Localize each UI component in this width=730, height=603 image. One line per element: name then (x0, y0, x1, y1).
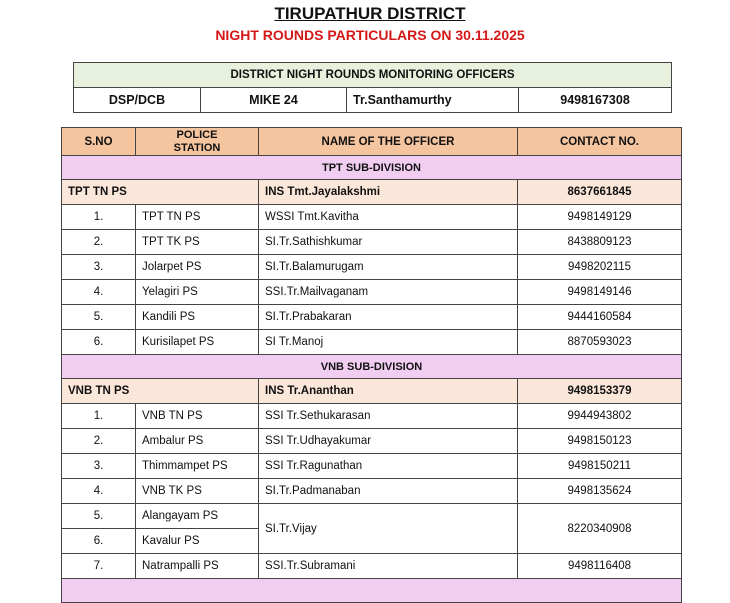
row-contact: 8220340908 (518, 504, 682, 554)
vnb-subdivision-title: VNB SUB-DIVISION (62, 355, 682, 379)
row-contact: 9498202115 (518, 255, 682, 280)
monitoring-designation: DSP/DCB (74, 88, 201, 113)
row-officer: SI.Tr.Balamurugam (259, 255, 518, 280)
row-sno: 3. (62, 255, 136, 280)
table-row (62, 504, 682, 529)
vnb-inspector-contact: 9498153379 (518, 379, 682, 404)
row-station: VNB TK PS (136, 479, 259, 504)
row-officer: SI.Tr.Sathishkumar (259, 230, 518, 255)
table-row (62, 479, 682, 504)
row-officer: SSI Tr.Ragunathan (259, 454, 518, 479)
row-station: Kurisilapet PS (136, 330, 259, 355)
tpt-ps-name: TPT TN PS (62, 180, 259, 205)
table-row (62, 429, 682, 454)
table-row (62, 205, 682, 230)
monitoring-heading: DISTRICT NIGHT ROUNDS MONITORING OFFICERS (74, 63, 672, 88)
tpt-inspector-contact: 8637661845 (518, 180, 682, 205)
row-contact: 9498149146 (518, 280, 682, 305)
header-contact: CONTACT NO. (518, 128, 682, 156)
row-sno: 4. (62, 479, 136, 504)
row-sno: 3. (62, 454, 136, 479)
row-contact: 9944943802 (518, 404, 682, 429)
row-station: TPT TK PS (136, 230, 259, 255)
row-station: Yelagiri PS (136, 280, 259, 305)
row-station: Ambalur PS (136, 429, 259, 454)
row-station: Thimmampet PS (136, 454, 259, 479)
row-station: Natrampalli PS (136, 554, 259, 579)
row-officer: SSI Tr.Udhayakumar (259, 429, 518, 454)
row-sno: 2. (62, 230, 136, 255)
row-sno: 1. (62, 205, 136, 230)
row-station: VNB TN PS (136, 404, 259, 429)
row-contact: 9444160584 (518, 305, 682, 330)
row-sno: 5. (62, 305, 136, 330)
row-contact: 8438809123 (518, 230, 682, 255)
row-officer: SI.Tr.Padmanaban (259, 479, 518, 504)
monitoring-contact: 9498167308 (519, 88, 672, 113)
row-contact: 9498135624 (518, 479, 682, 504)
monitoring-officers-table (73, 62, 672, 113)
table-row (62, 255, 682, 280)
row-officer: SSI.Tr.Mailvaganam (259, 280, 518, 305)
row-sno: 2. (62, 429, 136, 454)
table-row (62, 280, 682, 305)
vnb-inspector: INS Tr.Ananthan (259, 379, 518, 404)
page-subtitle: NIGHT ROUNDS PARTICULARS ON 30.11.2025 (215, 27, 525, 43)
row-sno: 4. (62, 280, 136, 305)
page-title: TIRUPATHUR DISTRICT (274, 4, 466, 23)
row-station: TPT TN PS (136, 205, 259, 230)
table-row (62, 230, 682, 255)
row-contact: 8870593023 (518, 330, 682, 355)
monitoring-call-sign: MIKE 24 (201, 88, 347, 113)
row-station: Alangayam PS (136, 504, 259, 529)
table-row (62, 305, 682, 330)
night-rounds-table (61, 127, 682, 603)
header-sno: S.NO (62, 128, 136, 156)
row-contact: 9498150123 (518, 429, 682, 454)
row-station: Kandili PS (136, 305, 259, 330)
table-row (62, 330, 682, 355)
row-sno: 6. (62, 330, 136, 355)
vnb-ps-name: VNB TN PS (62, 379, 259, 404)
table-row (62, 554, 682, 579)
row-sno: 7. (62, 554, 136, 579)
row-officer: SSI.Tr.Subramani (259, 554, 518, 579)
row-officer: SI.Tr.Vijay (259, 504, 518, 554)
row-contact: 9498150211 (518, 454, 682, 479)
header-station (136, 128, 259, 156)
row-sno: 5. (62, 504, 136, 529)
tpt-subdivision-title: TPT SUB-DIVISION (62, 156, 682, 180)
row-station: Kavalur PS (136, 529, 259, 554)
row-officer: WSSI Tmt.Kavitha (259, 205, 518, 230)
row-contact: 9498149129 (518, 205, 682, 230)
row-station: Jolarpet PS (136, 255, 259, 280)
row-officer: SSI Tr.Sethukarasan (259, 404, 518, 429)
row-sno: 6. (62, 529, 136, 554)
table-row (62, 454, 682, 479)
table-row (62, 404, 682, 429)
monitoring-officer: Tr.Santhamurthy (347, 88, 519, 113)
row-sno: 1. (62, 404, 136, 429)
row-officer: SI Tr.Manoj (259, 330, 518, 355)
header-station-label: POLICE STATION (173, 128, 221, 154)
row-officer: SI.Tr.Prabakaran (259, 305, 518, 330)
header-officer: NAME OF THE OFFICER (259, 128, 518, 156)
row-contact: 9498116408 (518, 554, 682, 579)
tpt-inspector: INS Tmt.Jayalakshmi (259, 180, 518, 205)
